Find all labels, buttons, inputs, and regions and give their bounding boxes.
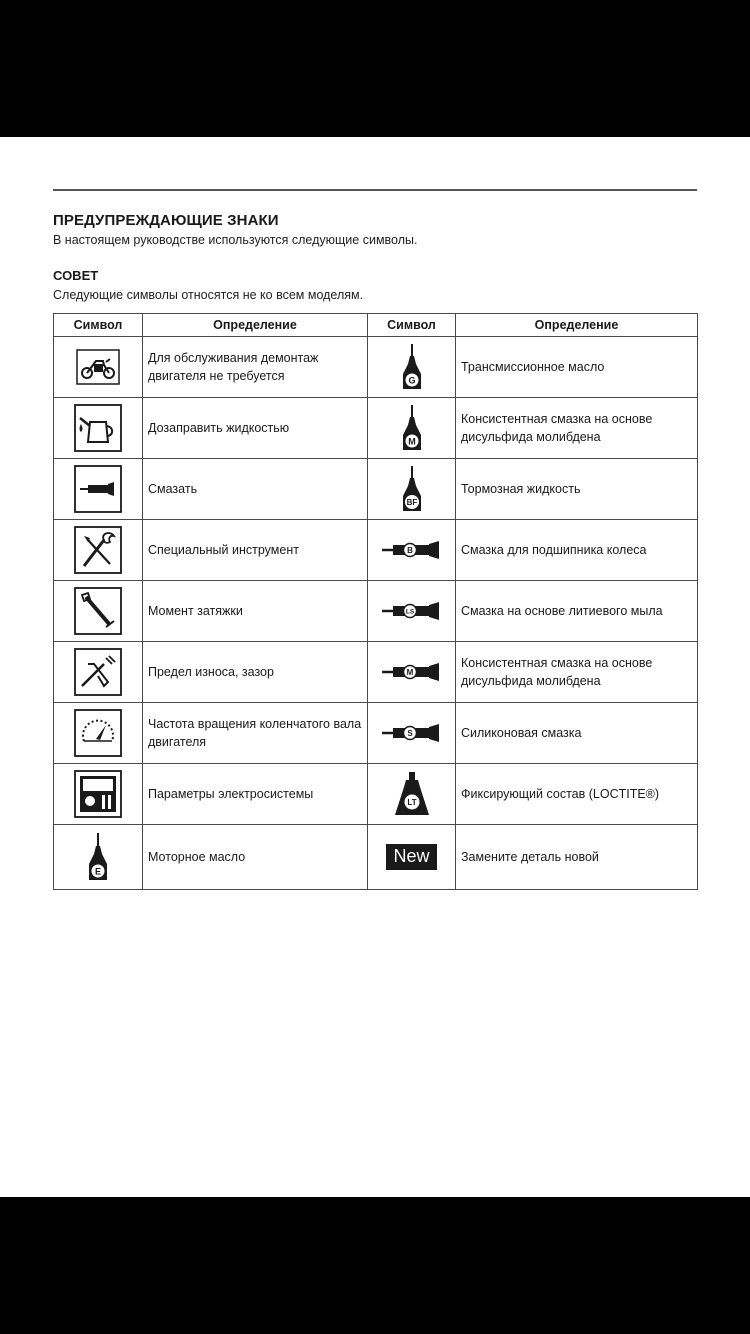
definition-cell: Консистентная смазка на основе дисульфида молибдена [456,642,698,703]
table-row [54,398,698,459]
definition-cell: Параметры электросистемы [143,764,368,825]
note-title: СОВЕТ [53,268,99,283]
multimeter-icon [74,770,122,818]
oil-can-icon [74,404,122,452]
definition-cell: Предел износа, зазор [143,642,368,703]
symbol-cell [54,764,143,825]
definition-cell: Специальный инструмент [143,520,368,581]
symbol-cell [368,764,456,825]
definition-cell: Частота вращения коленчатого вала двигателя [143,703,368,764]
symbol-cell [54,703,143,764]
grease-gun-ls-icon [381,600,443,622]
definition-cell: Тормозная жидкость [456,459,698,520]
table-row [54,703,698,764]
bottle-label: E [94,866,102,877]
table-row [54,825,698,890]
definition-cell: Фиксирующий состав (LOCTITE®) [456,764,698,825]
section-title: ПРЕДУПРЕЖДАЮЩИЕ ЗНАКИ [53,212,279,229]
oil-bottle-g-icon [399,342,425,392]
bottle-label: BF [406,498,417,507]
symbol-cell [368,581,456,642]
note-text: Следующие символы относятся не ко всем моделям. [53,288,364,302]
definition-cell: Замените деталь новой [456,825,698,890]
definition-cell: Смазка для подшипника колеса [456,520,698,581]
manual-page [0,137,750,1197]
symbol-cell [368,520,456,581]
bottle-label: G [407,375,416,386]
bottle-label: LT [406,798,417,807]
definition-cell: Силиконовая смазка [456,703,698,764]
symbol-cell [54,398,143,459]
table-row [54,459,698,520]
bottle-label: M [407,436,416,447]
column-header: Определение [143,314,368,337]
symbol-cell [54,825,143,890]
loctite-bottle-icon [392,771,432,817]
definition-cell: Смазать [143,459,368,520]
oil-bottle-e-icon [85,831,111,883]
motorcycle-icon [76,349,120,385]
symbol-cell [368,337,456,398]
table-row [54,581,698,642]
symbols-table [53,313,698,890]
grease-label: S [406,729,413,738]
special-tool-icon [74,526,122,574]
definition-cell: Для обслуживания демонтаж двигателя не требуется [143,337,368,398]
table-row [54,642,698,703]
caliper-icon [74,648,122,696]
column-header: Определение [456,314,698,337]
table-row [54,337,698,398]
grease-gun-s-icon [381,722,443,744]
oil-bottle-m-icon [399,403,425,453]
column-header: Символ [368,314,456,337]
grease-label: M [406,668,413,677]
grease-gun-m-icon [381,661,443,683]
section-intro: В настоящем руководстве используются следующие символы. [53,233,418,247]
definition-cell: Трансмиссионное масло [456,337,698,398]
grease-label: B [406,546,413,555]
symbol-cell [368,459,456,520]
new-part-icon: New [386,844,436,870]
column-header: Символ [54,314,143,337]
torque-wrench-icon [74,587,122,635]
top-divider [53,189,697,191]
table-header-row [54,314,698,337]
grease-gun-icon [74,465,122,513]
symbol-cell [368,398,456,459]
table-row [54,764,698,825]
symbol-cell [368,703,456,764]
grease-gun-b-icon [381,539,443,561]
definition-cell: Моторное масло [143,825,368,890]
symbol-cell [368,825,456,890]
definition-cell: Консистентная смазка на основе дисульфида молибдена [456,398,698,459]
symbol-cell [54,337,143,398]
symbol-cell [54,459,143,520]
definition-cell: Момент затяжки [143,581,368,642]
definition-cell: Смазка на основе литиевого мыла [456,581,698,642]
tachometer-icon [74,709,122,757]
table-row [54,520,698,581]
grease-label: LS [405,608,414,616]
symbol-cell [54,520,143,581]
definition-cell: Дозаправить жидкостью [143,398,368,459]
symbol-cell [54,581,143,642]
symbol-cell [54,642,143,703]
symbol-cell [368,642,456,703]
oil-bottle-bf-icon [399,464,425,514]
